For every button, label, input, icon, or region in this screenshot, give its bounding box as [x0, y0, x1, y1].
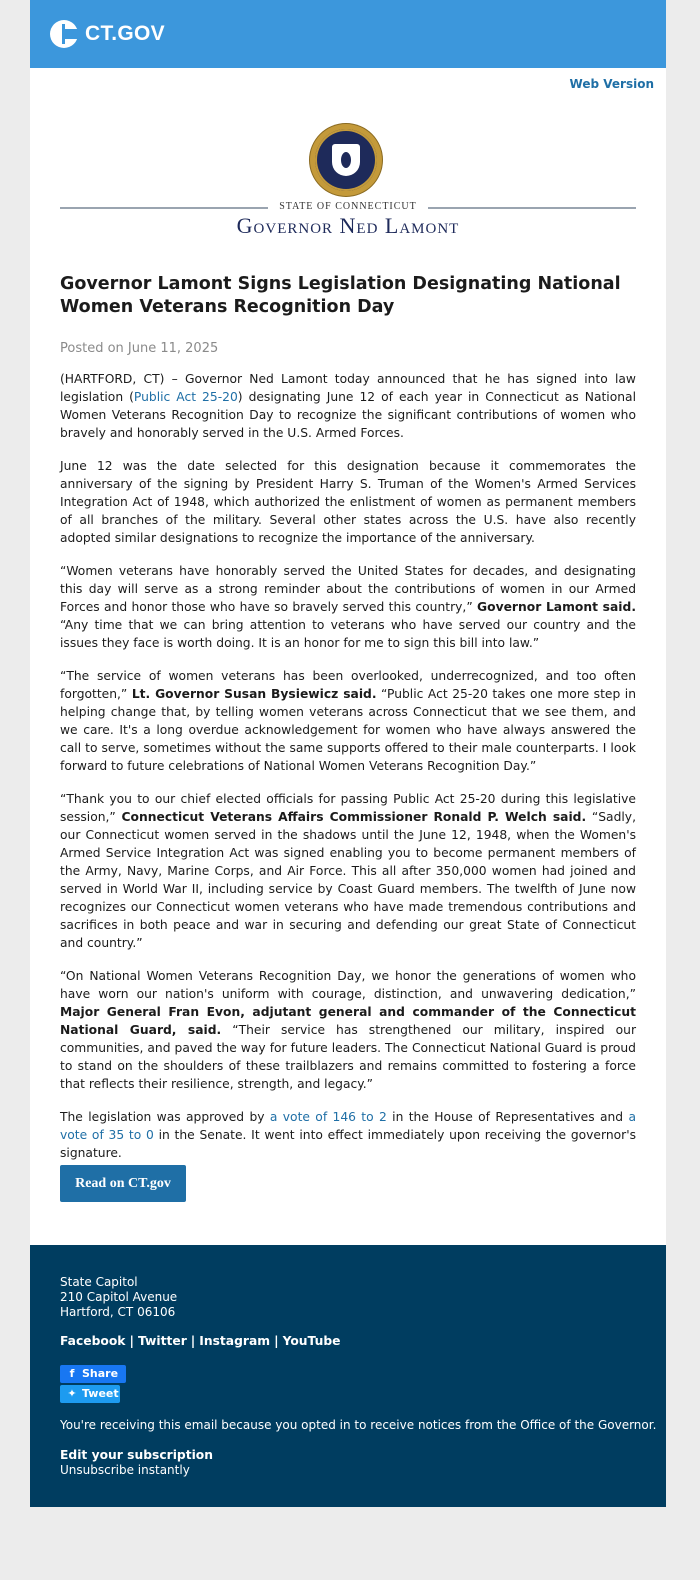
- footer: [30, 1245, 666, 1507]
- speaker-name: Governor Lamont said.: [477, 600, 636, 614]
- header-bar: [30, 0, 666, 68]
- paragraph-3: “Women veterans have honorably served the United States for decades, and designating this day will serve as a strong reminder about the contributions of women in our Armed Forces and honor those who have so bravely served this country,” Governor Lamont said. “Any time that we can bring attention to veterans who have served our country and the issues they face is worth doing. It is an honor for me to sign this bill into law.”: [60, 564, 636, 650]
- speaker-name: Lt. Governor Susan Bysiewicz said.: [131, 687, 377, 701]
- subscription-notice: You're receiving this email because you opted in to receive notices from the Office of the Governor.: [60, 1418, 657, 1432]
- social-links: Facebook | Twitter | Instagram | YouTube: [60, 1334, 341, 1348]
- twitter-link[interactable]: Twitter: [137, 1334, 187, 1348]
- email-body: [30, 68, 666, 1245]
- twitter-bird-icon: ✦: [67, 1387, 77, 1400]
- paragraph-5: “Thank you to our chief elected officials for passing Public Act 25-20 during this legislative session,” Connecticut Veterans Affairs Commissioner Ronald P. Welch said. “Sadly, our Connecticut women served in the shadows until the June 12, 1948, when the Women's Armed Service Integration Act was signed enabling you to become permanent members of the Army, Navy, Marine Corps, and Air Force. This all after 350,000 women had joined and served in World War II, including service by Coast Guard members. The twelfth of June now recognizes our Connecticut women veterans who have made tremendous contributions and sacrifices in both peace and war in securing and defending our great State of Connecticut and country.”: [60, 792, 636, 950]
- logo-text: CT.GOV: [85, 22, 165, 45]
- instagram-link[interactable]: Instagram: [199, 1334, 271, 1348]
- facebook-link[interactable]: Facebook: [60, 1334, 126, 1348]
- governor-seal-icon: [310, 124, 382, 196]
- paragraph-6: “On National Women Veterans Recognition Day, we honor the generations of women who have worn our nation's uniform with courage, distinction, and unwavering dedication,” Major General Fran Evon, adjutant general and commander of the Connecticut National Guard, said. “Their service has strengthened our military, inspired our communities, and paved the way for future leaders. The Connecticut National Guard is proud to stand on the shoulders of these trailblazers and remains committed to fostering a force that reflects their resilience, strength, and legacy.”: [60, 969, 637, 1091]
- speaker-name: Connecticut Veterans Affairs Commissioner Ronald P. Welch said.: [121, 810, 587, 824]
- read-on-ctgov-button[interactable]: Read on CT.gov: [60, 1165, 186, 1202]
- youtube-link[interactable]: YouTube: [282, 1334, 341, 1348]
- speaker-name: Major General Fran Evon, adjutant general and commander of the Connecticut National Guard, said.: [60, 1005, 636, 1037]
- senate-vote-link[interactable]: a vote of 35 to 0: [60, 1110, 637, 1142]
- paragraph-4: “The service of women veterans has been overlooked, underrecognized, and too often forgotten,” Lt. Governor Susan Bysiewicz said. “Public Act 25-20 takes one more step in helping change that, by telling women veterans across Connecticut that we see them, and we care. It's a long overdue acknowledgement for women who have always answered the call to serve, sometimes without the same supports offered to their male counterparts. I look forward to future celebrations of National Women Veterans Recognition Day.”: [60, 669, 636, 773]
- paragraph-7: The legislation was approved by a vote of 146 to 2 in the House of Representatives and a vote of 35 to 0 in the Senate. It went into effect immediately upon receiving the governor's signature.: [60, 1110, 637, 1160]
- public-act-link[interactable]: Public Act 25-20: [133, 390, 238, 404]
- address: State Capitol 210 Capitol Avenue Hartford, CT 06106: [60, 1275, 178, 1319]
- facebook-icon: f: [69, 1367, 75, 1380]
- state-label: STATE OF CONNECTICUT: [279, 201, 417, 212]
- edit-subscription-link[interactable]: Edit your subscription: [60, 1448, 214, 1462]
- article-title: Governor Lamont Signs Legislation Designating National Women Veterans Recognition Day: [60, 274, 621, 317]
- unsubscribe-link[interactable]: Unsubscribe instantly: [60, 1463, 190, 1477]
- tweet-button[interactable]: ✦ Tweet: [60, 1385, 120, 1403]
- ct-gov-logo[interactable]: [50, 20, 165, 48]
- paragraph-2: June 12 was the date selected for this designation because it commemorates the anniversary of the signing by President Harry S. Truman of the Women's Armed Services Integration Act of 1948, which authorized the enlistment of women as permanent members of all branches of the military. Several other states across the U.S. have also recently adopted similar designations to recognize the importance of the anniversary.: [60, 459, 636, 545]
- house-vote-link[interactable]: a vote of 146 to 2: [269, 1110, 387, 1124]
- ct-logo-icon: [50, 20, 78, 48]
- facebook-share-button[interactable]: f Share: [60, 1365, 126, 1383]
- governor-name: Governor Ned Lamont: [236, 213, 460, 238]
- web-version-link[interactable]: Web Version: [569, 77, 654, 91]
- paragraph-1: (HARTFORD, CT) – Governor Ned Lamont today announced that he has signed into law legislation (Public Act 25-20) designating June 12 of each year in Connecticut as National Women Veterans Recognition Day to recognize the significant contributions of women who bravely and honorably served in the U.S. Armed Forces.: [60, 372, 636, 440]
- article-content: [60, 370, 636, 1177]
- posted-date: Posted on June 11, 2025: [60, 341, 219, 356]
- email-container: [30, 0, 666, 1507]
